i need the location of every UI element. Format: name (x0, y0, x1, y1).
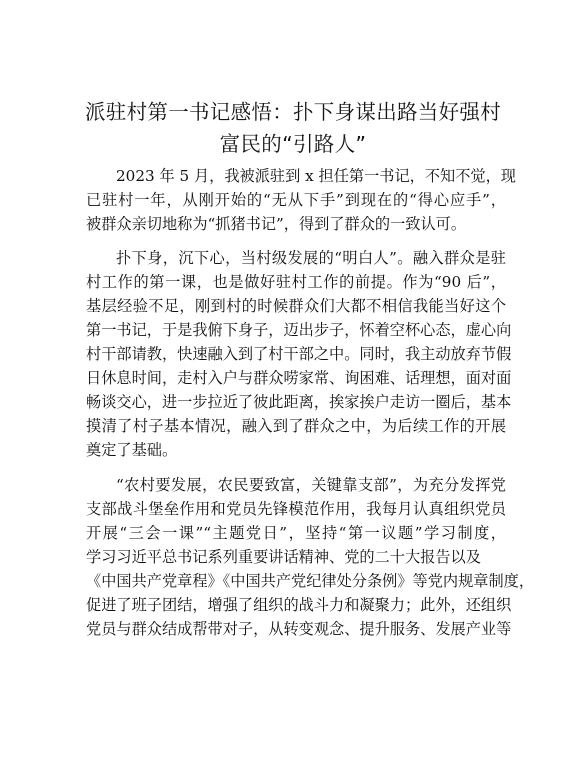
paragraph-line: 奠定了基础。 (86, 441, 178, 459)
paragraph-line: 学习习近平总书记系列重要讲话精神、党的二十大报告以及 (86, 548, 481, 566)
paragraph-2 (86, 246, 512, 462)
paragraph-gap (86, 236, 506, 246)
paragraph-line: 第一书记，于是我俯下身子，迈出步子，怀着空杯心态，虚心向 (86, 321, 512, 339)
paragraph-line: 村干部请教，快速融入到了村干部之中。同时，我主动放弃节假 (86, 345, 512, 363)
paragraph-line: 开展“三会一课”“主题党日”，坚持“第一议题”学习制度， (86, 524, 506, 542)
paragraph-line: 扑下身，沉下心，当村级发展的“明白人”。融入群众是驻 (116, 249, 506, 267)
paragraph-line: 党员与群众结成帮带对子，从转变观念、提升服务、发展产业等 (86, 620, 512, 638)
paragraph-line: 日休息时间，走村入户与群众唠家常、询困难、话理想，面对面 (86, 369, 512, 387)
paragraph-1 (86, 164, 516, 236)
paragraph-line: 促进了班子团结，增强了组织的战斗力和凝聚力；此外，还组织 (86, 596, 512, 614)
paragraph-line: 摸清了村子基本情况，融入到了群众之中，为后续工作的开展 (86, 417, 506, 435)
paragraph-line: 已驻村一年，从刚开始的“无从下手”到现在的“得心应手”， (86, 191, 506, 209)
title-line: 派驻村第一书记感悟：扑下身谋出路当好强村 (85, 100, 501, 124)
paragraph-line: 畅谈交心，进一步拉近了彼此距离，挨家挨户走访一圈后，基本 (86, 393, 512, 411)
paragraph-line: 支部战斗堡垒作用和党员先锋模范作用，我每月认真组织党员 (86, 500, 506, 518)
paragraph-gap (86, 462, 506, 473)
paragraph-line: “农村要发展，农民要致富，关键靠支部”，为充分发挥党 (116, 476, 506, 494)
document-title (60, 96, 526, 160)
document-body (86, 164, 535, 641)
paragraph-line: 2023 年 5 月，我被派驻到 x 担任第一书记，不知不觉，现 (116, 167, 516, 185)
paragraph-3 (86, 473, 535, 641)
paragraph-line: 村工作的第一课，也是做好驻村工作的前提。作为“90 后”， (86, 273, 506, 291)
paragraph-line: 基层经验不足，刚到村的时候群众们大都不相信我能当好这个 (86, 297, 506, 315)
paragraph-line: 被群众亲切地称为“抓猪书记”，得到了群众的一致认可。 (86, 215, 467, 233)
paragraph-line: 《中国共产党章程》《中国共产党纪律处分条例》等党内规章制度， (86, 572, 535, 590)
title-line: 富民的“引路人” (219, 132, 367, 156)
